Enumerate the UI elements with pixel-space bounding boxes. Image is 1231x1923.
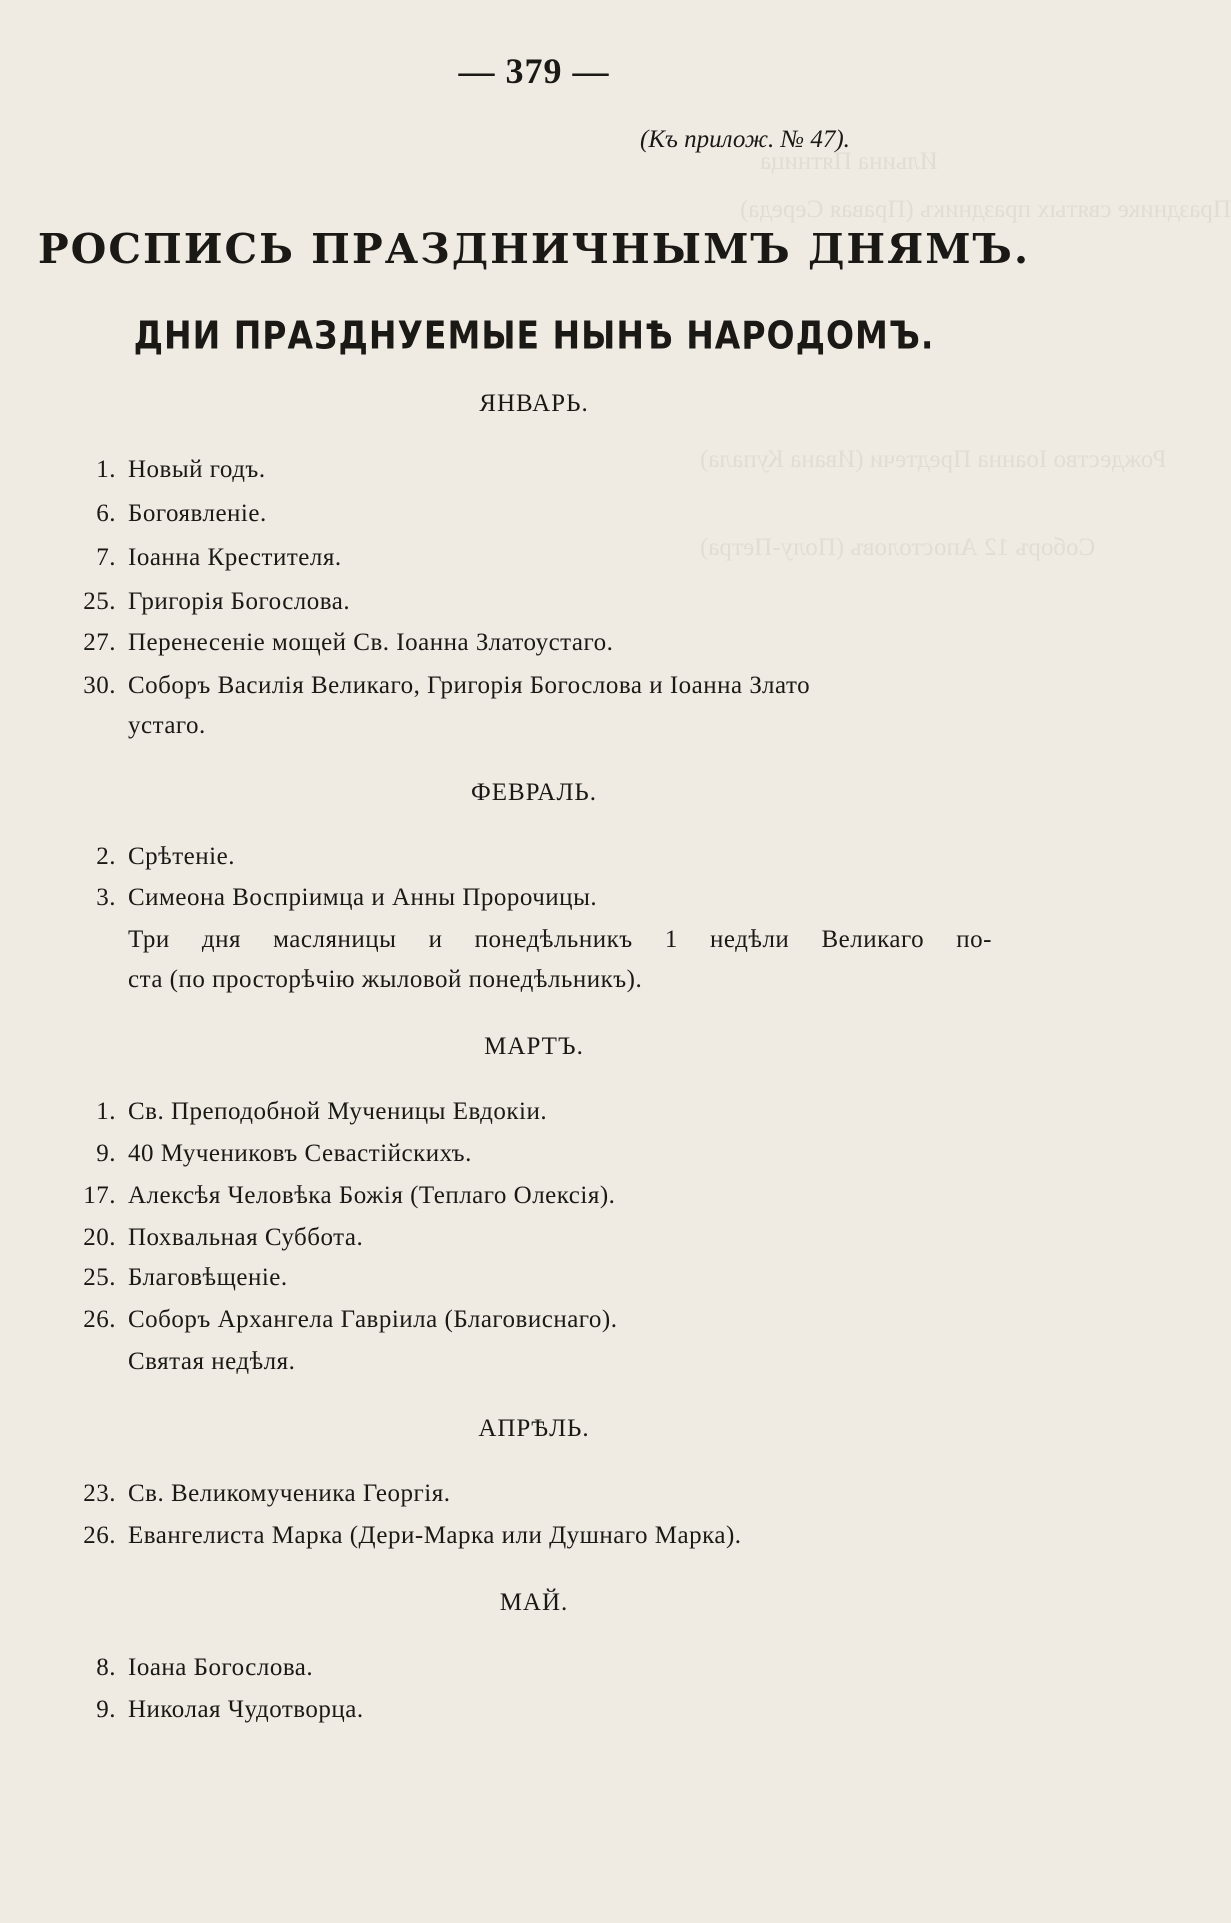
entry-number: 30.	[83, 672, 116, 699]
entry-text: Св. Великомученика Георгія.	[128, 1480, 451, 1507]
list-item	[0, 884, 1068, 922]
page-title: РОСПИСЬ ПРАЗДНИЧНЫМЪ ДНЯМЪ.	[37, 225, 1031, 273]
february-note-line: ста (по просторѣчію жыловой понедѣльникъ).	[128, 966, 643, 993]
entry-number: 25.	[83, 1264, 116, 1291]
month-heading-january: ЯНВАРЬ.	[479, 390, 589, 417]
list-item	[0, 1696, 1068, 1734]
list-item	[0, 500, 1068, 538]
entry-text: Іоана Богослова.	[128, 1654, 314, 1681]
entry-number: 17.	[83, 1182, 116, 1209]
appendix-reference: (Къ прилож. № 47).	[640, 126, 850, 153]
entry-continuation: устаго.	[128, 712, 206, 739]
entry-text: Перенесеніе мощей Св. Іоанна Златоустаго.	[128, 629, 614, 656]
list-item	[0, 588, 1068, 626]
entry-continuation: Святая недѣля.	[128, 1348, 296, 1375]
list-item	[0, 1522, 1068, 1560]
bleed-through-text: Рождество Іоанна Предтечи (Ивана Купала)	[700, 446, 1167, 473]
entry-number: 1.	[96, 1098, 116, 1125]
list-item	[0, 1480, 1068, 1518]
month-heading-march: МАРТЪ.	[484, 1033, 584, 1060]
entry-text: Григорія Богослова.	[128, 588, 351, 615]
entry-number: 20.	[83, 1224, 116, 1251]
entry-number: 6.	[96, 500, 116, 527]
list-item	[0, 544, 1068, 582]
entry-number: 1.	[96, 456, 116, 483]
entry-number: 27.	[83, 629, 116, 656]
entry-number: 3.	[96, 884, 116, 911]
entry-number: 8.	[96, 1654, 116, 1681]
month-heading-may: МАЙ.	[499, 1589, 569, 1616]
entry-text: Іоанна Крестителя.	[128, 544, 342, 571]
bleed-through-text: Празднике святых праздникъ (Правая Середа)	[740, 196, 1231, 223]
entry-number: 9.	[96, 1140, 116, 1167]
list-item	[0, 1098, 1068, 1136]
entry-number: 25.	[83, 588, 116, 615]
list-item	[0, 1264, 1068, 1302]
entry-text: Похвальная Суббота.	[128, 1224, 364, 1251]
entry-text: Соборъ Архангела Гавріила (Благовиснаго).	[128, 1306, 618, 1333]
entry-text: Алексѣя Человѣка Божія (Теплаго Олексія).	[128, 1182, 616, 1209]
entry-text: Евангелиста Марка (Дери-Марка или Душнаго Марка).	[128, 1522, 742, 1549]
bleed-through-text: Ильина Пятница	[760, 148, 938, 175]
entry-text: Св. Преподобной Мученицы Евдокіи.	[128, 1098, 548, 1125]
february-note-line: Три дня масляницы и понедѣльникъ 1 недѣли Великаго по-	[128, 926, 992, 953]
page-subtitle: ДНИ ПРАЗДНУЕМЫЕ НЫНѢ НАРОДОМЪ.	[133, 313, 935, 358]
list-item	[0, 629, 1068, 667]
entry-number: 23.	[83, 1480, 116, 1507]
entry-number: 9.	[96, 1696, 116, 1723]
month-heading-april: АПРѢЛЬ.	[478, 1415, 590, 1442]
entry-text: Николая Чудотворца.	[128, 1696, 364, 1723]
list-item	[0, 672, 1068, 710]
list-item	[0, 1140, 1068, 1178]
entry-text: 40 Мучениковъ Севастійскихъ.	[128, 1140, 472, 1167]
page-number: — 379 —	[458, 51, 610, 91]
entry-number: 2.	[96, 843, 116, 870]
entry-number: 26.	[83, 1522, 116, 1549]
entry-text: Соборъ Василія Великаго, Григорія Богослова и Іоанна Злато	[128, 672, 811, 699]
entry-text: Богоявленіе.	[128, 500, 267, 527]
list-item	[0, 1182, 1068, 1220]
entry-number: 26.	[83, 1306, 116, 1333]
entry-number: 7.	[96, 544, 116, 571]
list-item	[0, 843, 1068, 881]
month-heading-february: ФЕВРАЛЬ.	[470, 779, 598, 806]
list-item	[0, 456, 1068, 494]
bleed-through-text: Соборъ 12 Апостоловъ (Полу-Петра)	[700, 534, 1096, 561]
list-item	[0, 1306, 1068, 1344]
list-item	[0, 1224, 1068, 1262]
list-item	[0, 1654, 1068, 1692]
entry-text: Благовѣщеніе.	[128, 1264, 288, 1291]
entry-text: Срѣтеніе.	[128, 843, 235, 870]
entry-text: Симеона Воспріимца и Анны Пророчицы.	[128, 884, 598, 911]
entry-text: Новый годъ.	[128, 456, 266, 483]
